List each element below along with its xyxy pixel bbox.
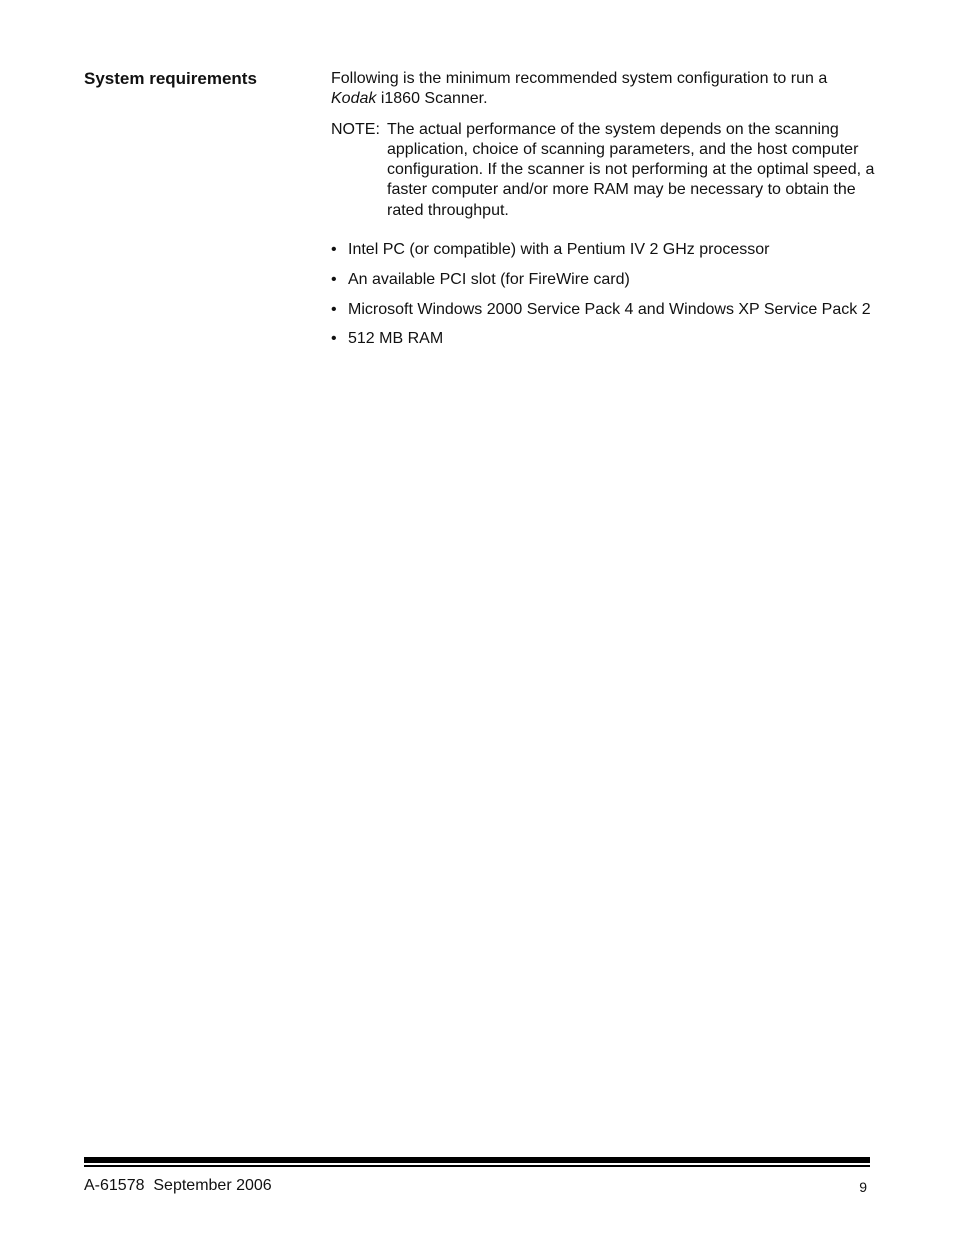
bullet-icon: •: [331, 241, 337, 259]
footer-doc-info: A-61578 September 2006: [84, 1177, 272, 1194]
list-item-text: Intel PC (or compatible) with a Pentium IV 2 GHz processor: [348, 241, 770, 259]
note-label: NOTE:: [331, 120, 380, 138]
page-number: 9: [859, 1179, 867, 1195]
bullet-icon: •: [331, 300, 337, 318]
brand-name: Kodak: [331, 90, 377, 108]
requirements-list: [331, 240, 876, 350]
list-item: [331, 300, 876, 320]
intro-text-after: i1860 Scanner.: [376, 90, 488, 108]
list-item: [331, 240, 876, 260]
list-item-text: An available PCI slot (for FireWire card): [348, 270, 630, 288]
intro-text-before: Following is the minimum recommended system configuration to run a: [331, 70, 828, 87]
list-item-text: 512 MB RAM: [348, 330, 444, 348]
section-heading: System requirements: [84, 69, 257, 88]
bullet-icon: •: [331, 270, 337, 288]
footer-rule-thin: [84, 1165, 870, 1167]
list-item: [331, 329, 876, 349]
note-block: [331, 120, 876, 221]
list-item-text: Microsoft Windows 2000 Service Pack 4 and Windows XP Service Pack 2: [348, 300, 871, 318]
bullet-icon: •: [331, 330, 337, 348]
intro-paragraph: [331, 69, 876, 110]
section-content: [331, 69, 876, 359]
note-text: The actual performance of the system depends on the scanning application, choice of scanning parameters, and the host computer configuration. If the scanner is not performing at the optimal speed, a faster computer and/or more RAM may be necessary to obtain the rated throughput.: [387, 120, 875, 219]
list-item: [331, 270, 876, 290]
footer-rule-thick: [84, 1157, 870, 1163]
